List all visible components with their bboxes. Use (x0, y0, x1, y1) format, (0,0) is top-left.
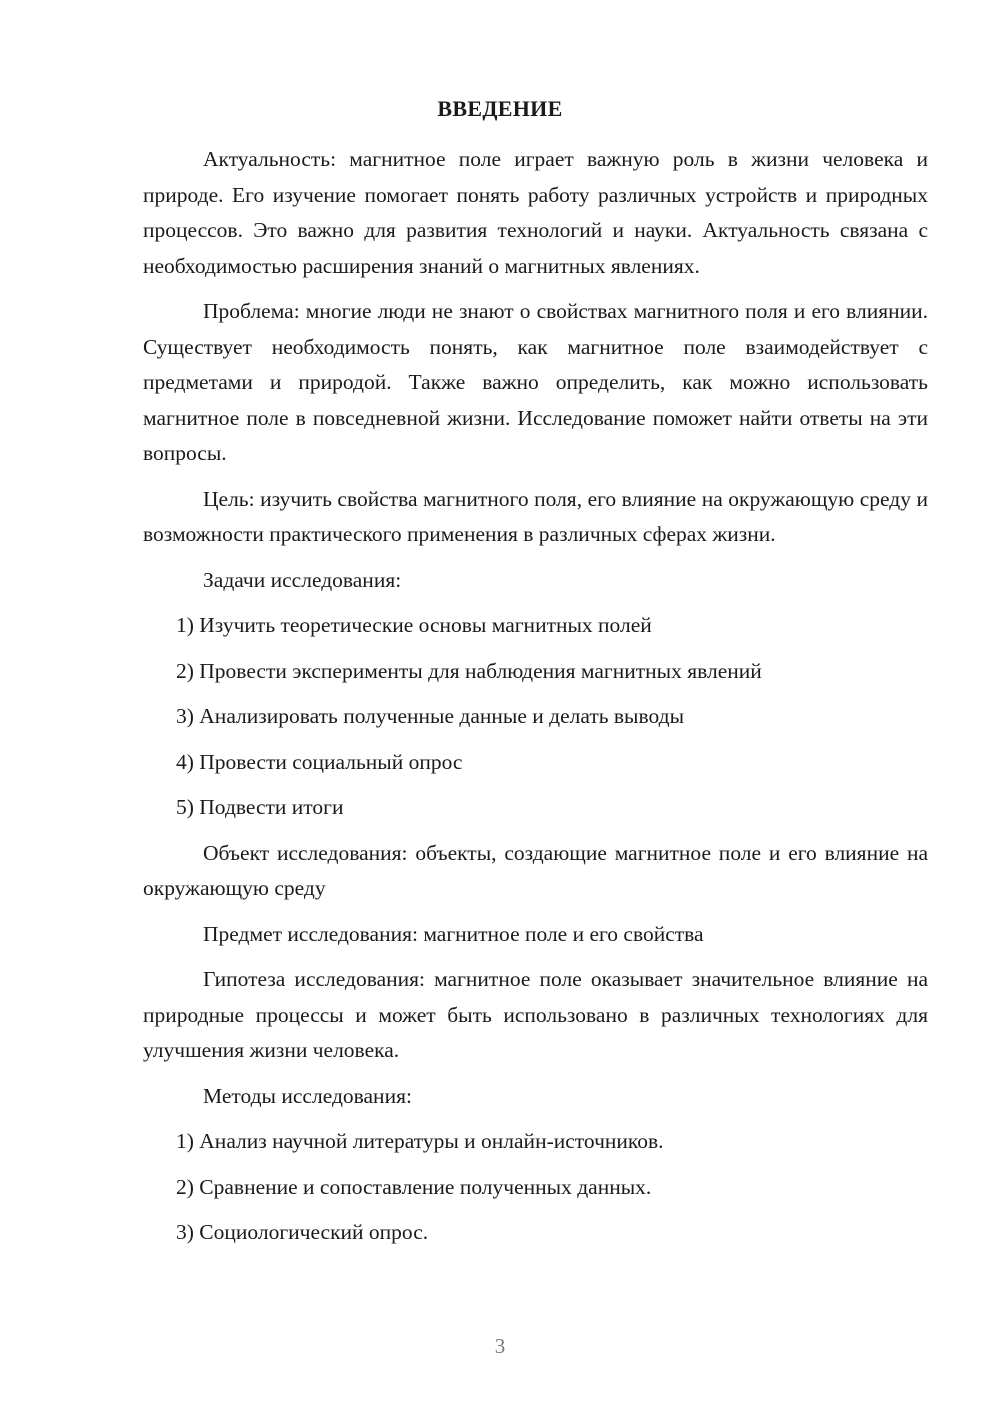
page-number: 3 (494, 1334, 506, 1358)
task-item-2: 2) Провести эксперименты для наблюдения магнитных явлений (176, 658, 762, 683)
task-item-4: 4) Провести социальный опрос (176, 749, 463, 774)
task-item-1: 1) Изучить теоретические основы магнитных полей (176, 613, 652, 637)
section-title: ВВЕДЕНИЕ (437, 96, 563, 121)
problem-paragraph: Проблема: многие люди не знают о свойствах магнитного поля и его влиянии. Существует необходимость понять, как магнитное поле взаимодействует с предметами и природой. Также важно определить, как можно использовать магнитное поле в повседневной жизни. Исследование поможет найти ответы на эти вопросы. (143, 299, 928, 465)
object-paragraph: Объект исследования: объекты, создающие магнитное поле и его влияние на окружающую среду (143, 840, 928, 900)
goal-paragraph: Цель: изучить свойства магнитного поля, его влияние на окружающую среду и возможности практического применения в различных сферах жизни. (143, 486, 928, 546)
section-body (143, 142, 928, 1261)
method-item-3: 3) Социологический опрос. (176, 1220, 429, 1244)
relevance-paragraph: Актуальность: магнитное поле играет важную роль в жизни человека и природе. Его изучение помогает понять работу различных устройств и природных процессов. Это важно для развития технологий и науки. Актуальность связана с необходимостью расширения знаний о магнитных явлениях. (143, 147, 928, 278)
hypothesis-paragraph: Гипотеза исследования: магнитное поле оказывает значительное влияние на природные процессы и может быть использовано в различных технологиях для улучшения жизни человека. (143, 967, 928, 1062)
methods-heading: Методы исследования: (203, 1083, 412, 1108)
subject-paragraph: Предмет исследования: магнитное поле и его свойства (203, 921, 704, 946)
method-item-2: 2) Сравнение и сопоставление полученных данных. (176, 1174, 652, 1199)
task-item-5: 5) Подвести итоги (176, 795, 344, 819)
tasks-heading: Задачи исследования: (203, 567, 402, 592)
task-item-3: 3) Анализировать полученные данные и делать выводы (176, 704, 685, 728)
method-item-1: 1) Анализ научной литературы и онлайн-источников. (176, 1129, 664, 1153)
